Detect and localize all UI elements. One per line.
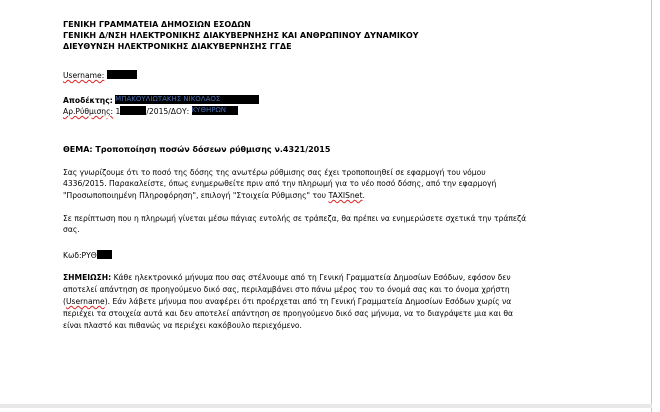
header-line-1: ΓΕΝΙΚΗ ΓΡΑΜΜΑΤΕΙΑ ΔΗΜΟΣΙΩΝ ΕΣΟΔΩΝ (63, 20, 251, 29)
recipient-row (63, 95, 259, 106)
header-line-3: ΔΙΕΥΘΥΝΣΗ ΗΛΕΚΤΡΟΝΙΚΗΣ ΔΙΑΚΥΒΕΡΝΗΣΗΣ ΓΓΔΕ (63, 42, 292, 51)
body-p1-l3-end: . (362, 191, 365, 200)
note-l2: αποτελεί απάντηση σε προηγούμενο δικό σας, περιλαμβάνει στο πάνω μέρος του το όνομά σας και το όνομα χρήστη (63, 285, 510, 294)
body-p1-l2: 4336/2015. Παρακαλείστε, όπως ενημερωθείτε πριν από την πληρωμή για το νέο ποσό δόσης, από την εφαρμογή (63, 179, 497, 188)
settlement-suffix: /2015/ΔΟΥ: (146, 107, 190, 116)
settlement-redacted (120, 106, 146, 115)
page-bottom-scroll-bar[interactable] (0, 404, 652, 408)
note-l3 (63, 297, 511, 307)
header-line-2: ΓΕΝΙΚΗ Δ/ΝΣΗ ΗΛΕΚΤΡΟΝΙΚΗΣ ΔΙΑΚΥΒΕΡΝΗΣΗΣ ΚΑΙ ΑΝΘΡΩΠΙΝΟΥ ΔΥΝΑΜΙΚΟΥ (63, 31, 419, 40)
doy-redacted: ΚΥΘΗΡΩΝ (192, 106, 238, 115)
note-l4: περιέχει τα στοιχεία αυτά και δεν αποτελεί απάντηση σε προηγούμενο δικό σας μήνυμα, να το διαγράψετε μια και θα (63, 309, 514, 318)
code-row (63, 250, 112, 261)
recipient-redacted: ΜΠΑΚΟΥΛΙΩΤΑΚΗΣ ΝΙΚΟΛΑΟΣ (115, 95, 259, 104)
body-p1-l3-start: "Προσωποποιημένη Πληροφόρηση", επιλογή "Στοιχεία Ρύθμισης" του (63, 191, 329, 200)
taxisnet-link[interactable]: TAXISnet (328, 191, 363, 200)
note-l3-start: ( (63, 297, 66, 306)
subject: ΘΕΜΑ: Τροποποίηση ποσών δόσεων ρύθμισης ν.4321/2015 (63, 145, 331, 154)
body-p2-l1: Σε περίπτωση που η πληρωμή γίνεται μέσω πάγιας εντολής σε τράπεζα, θα πρέπει να ενημερώσετε σχετικά την τράπεζά (63, 214, 527, 223)
note-l1-text: Κάθε ηλεκτρονικό μήνυμα που σας στέλνουμε από τη Γενική Γραμματεία Δημοσίων Εσόδων, εφόσον δεν (111, 273, 511, 282)
settlement-prefix: 1 (113, 107, 121, 116)
body-p1-l3 (63, 191, 365, 201)
note-l3-end: ). Εάν λάβετε μήνυμα που αναφέρει ότι προέρχεται από τη Γενική Γραμματεία Δημοσίων Εσόδων χωρίς να (104, 297, 512, 306)
username-redacted (107, 70, 137, 79)
page-edge-right (651, 0, 652, 412)
username-label: Username: (63, 71, 105, 80)
body-p1-l1: Σας γνωρίζουμε ότι το ποσό της δόσης της ανωτέρω ρύθμισης σας έχει τροποποιηθεί σε εφαρμογή του νόμου (63, 168, 486, 177)
username-row (63, 70, 137, 81)
code-redacted (97, 250, 112, 259)
settlement-row (63, 106, 238, 117)
note-username: Username (65, 297, 105, 306)
body-p2-l2: σας. (63, 225, 80, 234)
note-label: ΣΗΜΕΙΩΣΗ: (63, 273, 112, 282)
settlement-label: Αρ.Ρύθμισης: (63, 107, 114, 116)
note-l5: είναι πλαστό και πιθανώς να περιέχει κακόβουλο περιεχόμενο. (63, 321, 302, 330)
recipient-label: Αποδέκτης: (63, 96, 113, 105)
code-label: Κωδ:ΡΥΘ (63, 251, 97, 260)
note-l1 (63, 273, 511, 283)
